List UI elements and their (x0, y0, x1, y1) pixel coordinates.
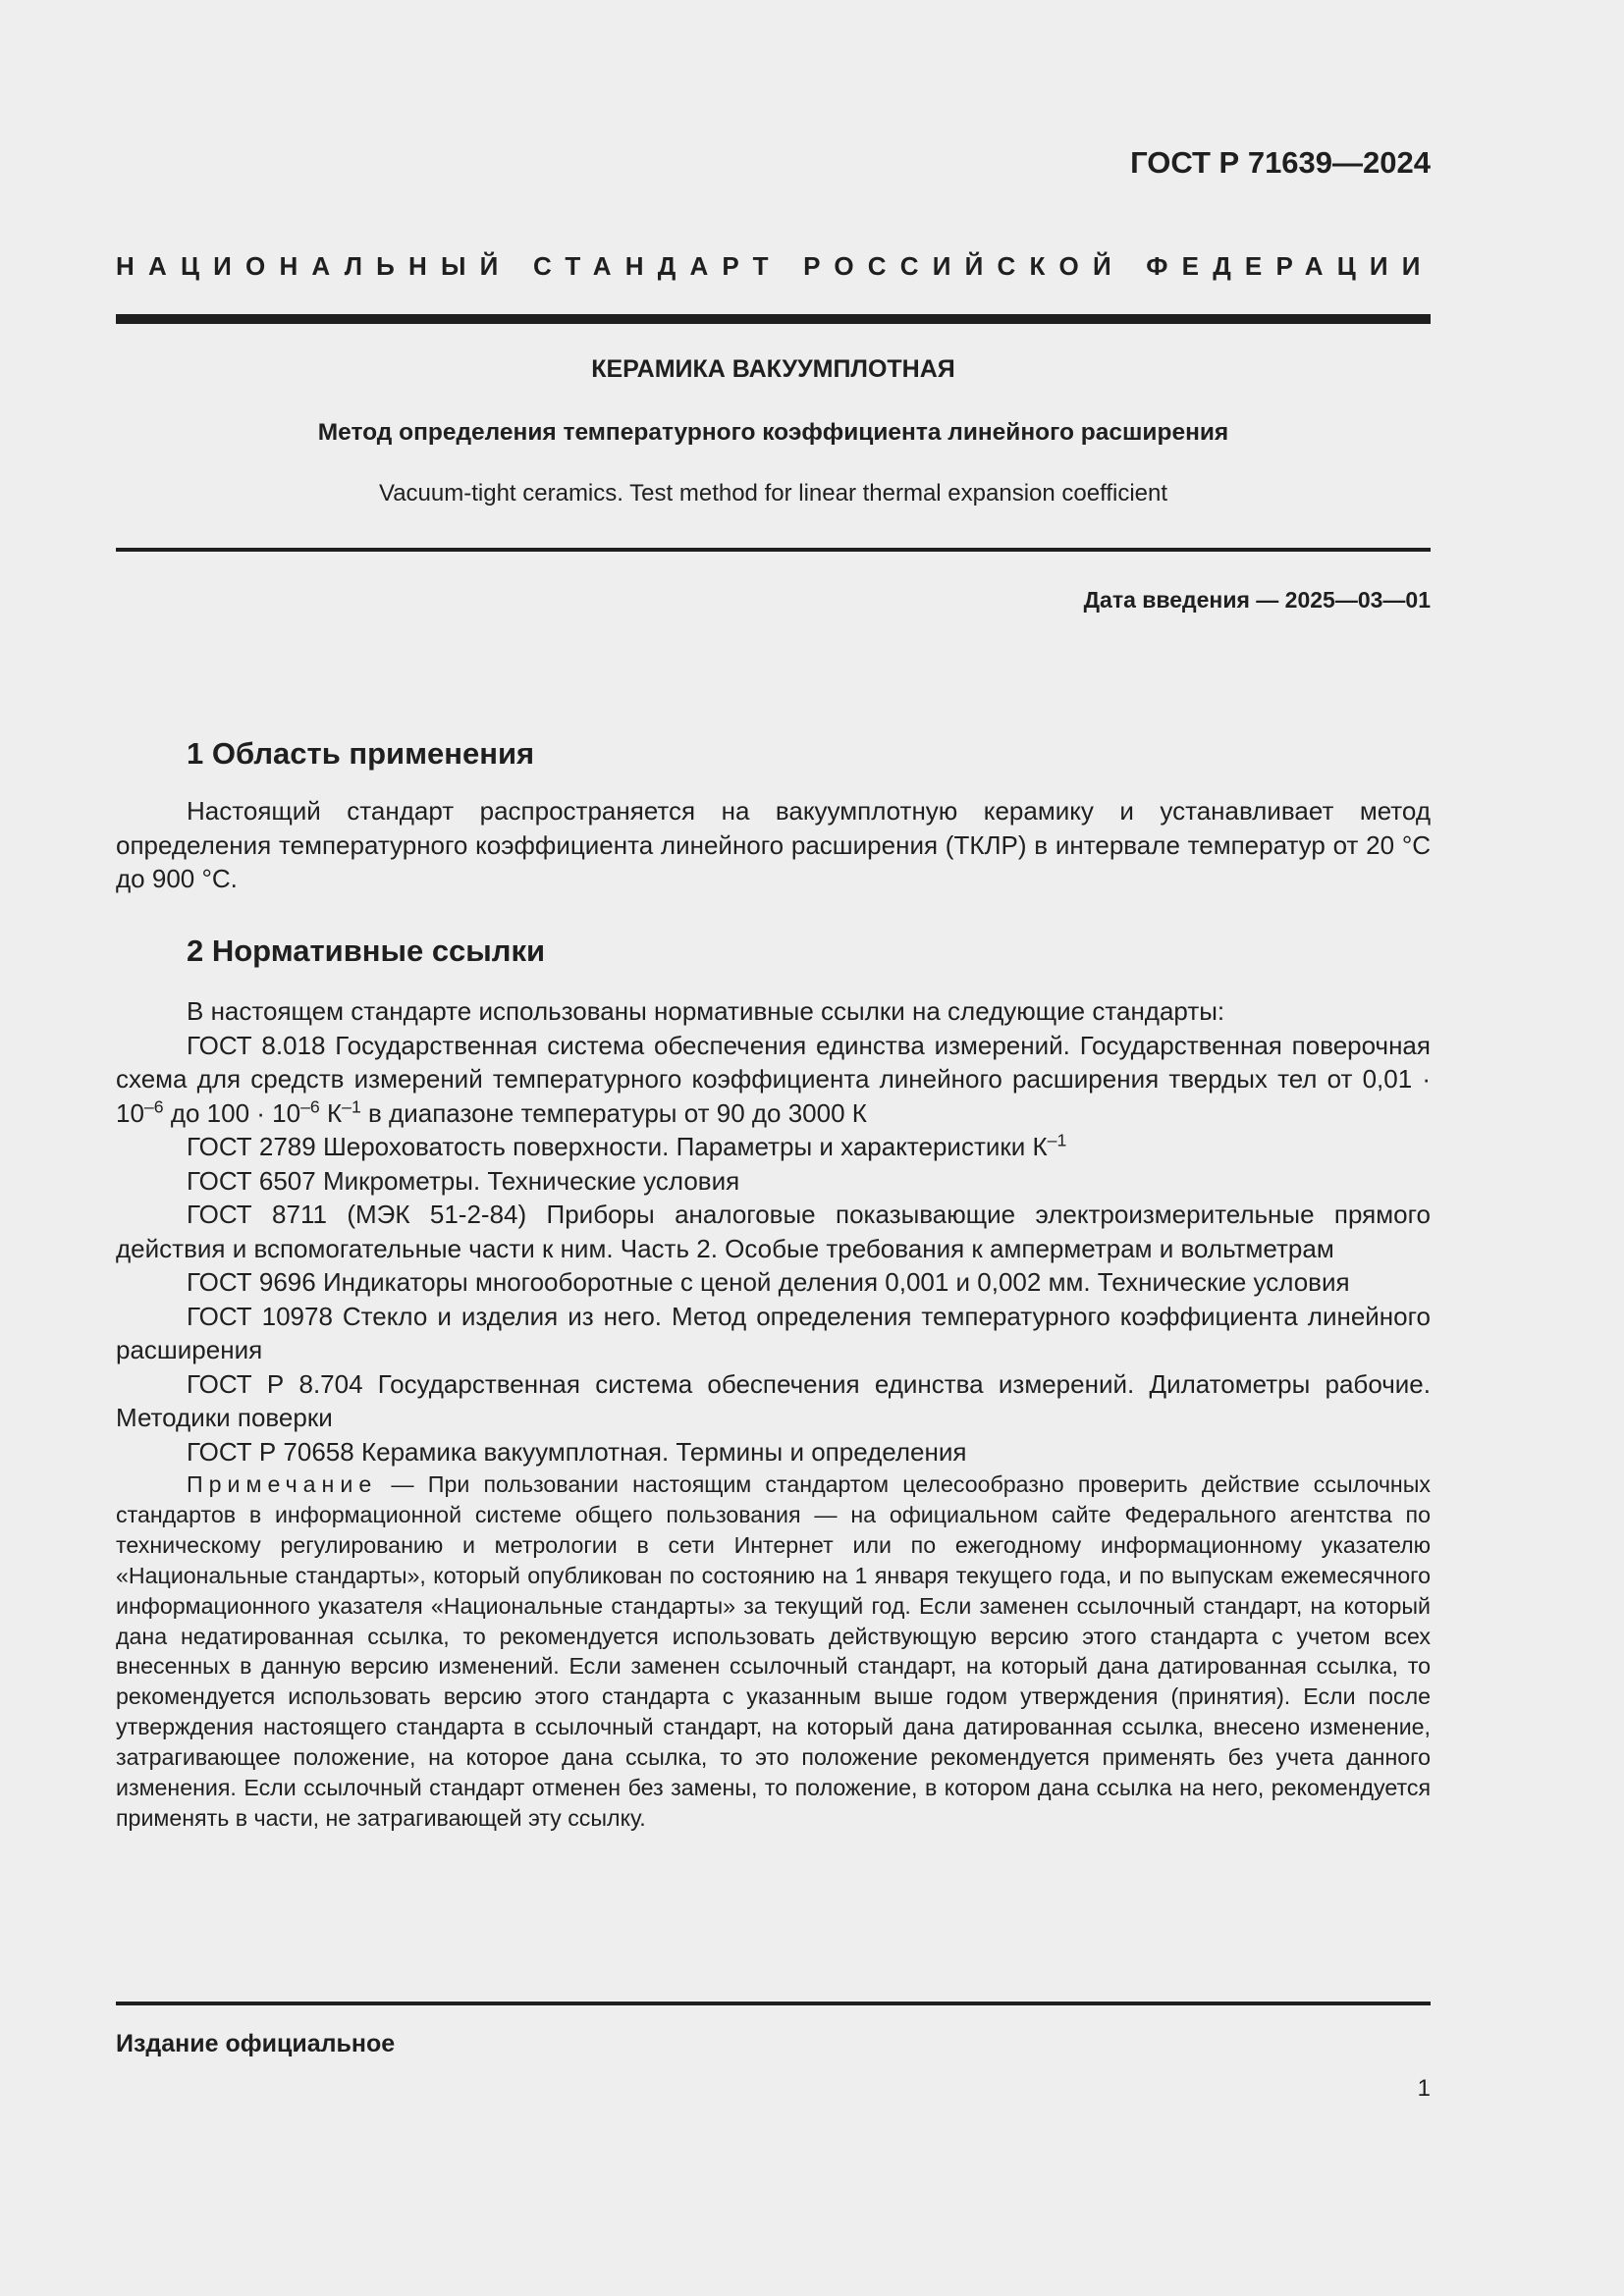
document-title: КЕРАМИКА ВАКУУМПЛОТНАЯ (591, 355, 955, 383)
reference-code: ГОСТ 6507 (187, 1165, 316, 1196)
reference-item (116, 1265, 1431, 1300)
reference-code: ГОСТ Р 70658 (187, 1436, 354, 1467)
reference-title: Микрометры. Технические условия (322, 1165, 740, 1196)
normative-references-list (116, 994, 1431, 1468)
references-intro (116, 994, 1431, 1029)
title-divider (116, 548, 1431, 552)
document-number: ГОСТ Р 71639—2024 (1130, 145, 1431, 180)
document-subtitle: Метод определения температурного коэффициента линейного расширения (317, 419, 1229, 446)
reference-code: ГОСТ 2789 (187, 1132, 316, 1161)
references-note (116, 1469, 1431, 1834)
national-standard-header: НАЦИОНАЛЬНЫЙ СТАНДАРТ РОССИЙСКОЙ ФЕДЕРАЦИИ (116, 251, 1435, 281)
note-text: — При пользовании настоящим стандартом целесообразно проверить действие ссылочных стандартов в информационной системе общего пользования — на официальном сайте Федерального агентства по техническому регулированию и метрологии в сети Интернет или по ежегодному информационному указателю «Национальные стандарты», который опубликован по состоянию на 1 января текущего года, и по выпускам ежемесячного информационного указателя «Национальные стандарты» за текущий год. Если заменен ссылочный стандарт, на который дана недатированная ссылка, то рекомендуется использовать действующую версию этого стандарта с учетом всех внесенных в данную версию изменений. Если заменен ссылочный стандарт, на который дана датированная ссылка, то рекомендуется использовать версию этого стандарта с указанным выше годом утверждения (принятия). Если после утверждения настоящего стандарта в ссылочный стандарт, на который дана датированная ссылка, внесено изменение, затрагивающее положение, на которое дана ссылка, то это положение рекомендуется применять без учета данного изменения. Если ссылочный стандарт отменен без замены, то положение, в котором дана ссылка на него, рекомендуется применять в части, не затрагивающей эту ссылку. (116, 1471, 1431, 1831)
reference-item (116, 1300, 1431, 1367)
reference-code: ГОСТ 8711 (МЭК 51-2-84) (187, 1200, 527, 1229)
footer-divider (116, 2002, 1431, 2005)
reference-item (116, 1130, 1431, 1164)
header-divider (116, 314, 1431, 324)
reference-title: Государственная система обеспечения единства измерений. Государственная поверочная схема для средств измерений температурного коэффициента линейного расширения твердых тел от $0,01 \cdot 10^{-6}$ до $100 \cdot 10^{-6}$ $К^{-1}$ в диапазоне температуры от 90 до 3000 К (116, 1030, 1431, 1128)
page-number: 1 (1417, 2075, 1431, 2102)
reference-code: ГОСТ 10978 (187, 1301, 333, 1331)
introduction-date: Дата введения — 2025—03—01 (1083, 587, 1431, 613)
section-1-heading: 1 Область применения (187, 736, 535, 771)
official-edition-label: Издание официальное (116, 2030, 396, 2057)
references-intro-text: В настоящем стандарте использованы нормативные ссылки на следующие стандарты: (187, 996, 1225, 1026)
english-title: Vacuum-tight ceramics. Test method for linear thermal expansion coefficient (378, 480, 1168, 507)
reference-item (116, 1367, 1431, 1435)
reference-item (116, 1435, 1431, 1469)
reference-code: ГОСТ 8.018 (187, 1030, 326, 1060)
document-page (116, 0, 1435, 2296)
note-label: Примечание (187, 1471, 378, 1497)
reference-title: Индикаторы многооборотные с ценой деления 0,001 и 0,002 мм. Технические условия (322, 1267, 1350, 1297)
reference-title: Государственная система обеспечения единства измерений. Дилатометры рабочие. Методики поверки (116, 1368, 1431, 1432)
reference-code: ГОСТ 9696 (187, 1267, 316, 1297)
reference-item (116, 1164, 1431, 1199)
reference-item (116, 1029, 1431, 1131)
reference-title: Приборы аналоговые показывающие электроизмерительные прямого действия и вспомогательные части к ним. Часть 2. Особые требования к амперметрам и вольтметрам (116, 1200, 1431, 1263)
reference-title: Керамика вакуумплотная. Термины и определения (360, 1436, 967, 1467)
section-2-heading: 2 Нормативные ссылки (187, 934, 546, 968)
reference-code: ГОСТ Р 8.704 (187, 1368, 363, 1399)
reference-item (116, 1198, 1431, 1265)
section-1-text: Настоящий стандарт распространяется на вакуумплотную керамику и устанавливает метод определения температурного коэффициента линейного расширения (ТКЛР) в интервале температур от 20 °С до 900 °С. (116, 796, 1431, 893)
reference-title: Шероховатость поверхности. Параметры и характеристики $К^{-1}$ (322, 1130, 1067, 1161)
reference-title: Стекло и изделия из него. Метод определения температурного коэффициента линейного расширения (116, 1301, 1431, 1364)
